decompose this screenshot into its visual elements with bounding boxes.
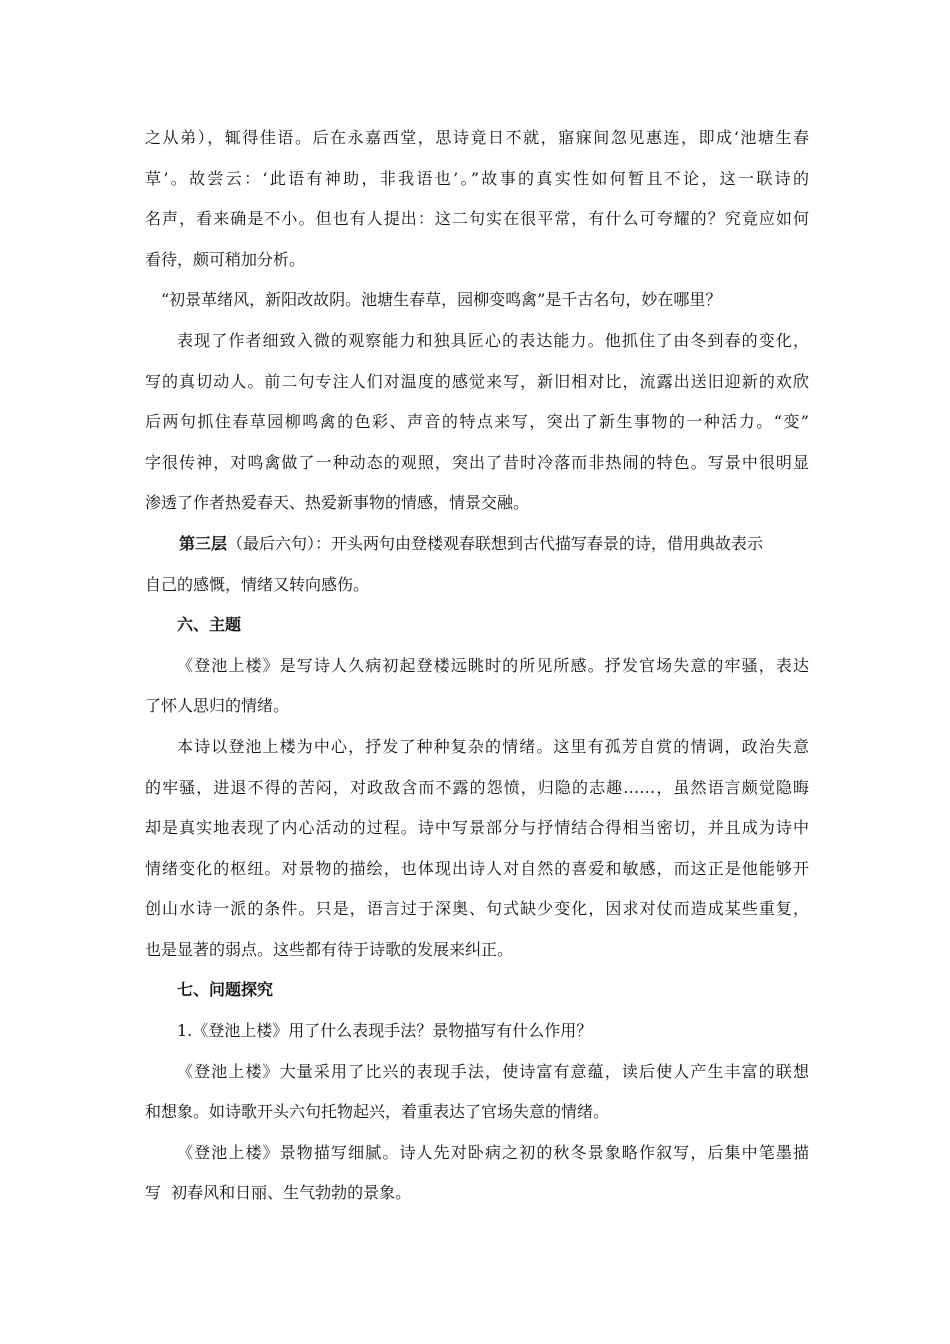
text-line: 写 初春风和日丽、生气勃勃的景象。	[145, 1183, 412, 1203]
text-line: 《登池上楼》大量采用了比兴的表现手法，使诗富有意蕴，读后使人产生丰富的联想	[177, 1061, 809, 1081]
text-line: 写的真切动人。前二句专注人们对温度的感觉来写，新旧相对比，流露出送旧迎新的欢欣	[145, 371, 809, 391]
text-line: 的牢骚，进退不得的苦闷，对政敌含而不露的怨愤，归隐的志趣……，虽然语言颇觉隐晦	[145, 777, 809, 797]
text-line: 和想象。如诗歌开头六句托物起兴，着重表达了官场失意的情绪。	[145, 1102, 610, 1122]
text-line: 自己的感慨，情绪又转向感伤。	[145, 574, 370, 594]
text-line: “初景革绪风，新阳改故阴。池塘生春草，园柳变鸣禽”是千古名句，妙在哪里？	[161, 290, 722, 310]
text-line: 后两句抓住春草园柳鸣禽的色彩、声音的特点来写，突出了新生事物的一种活力。“变”	[145, 412, 809, 432]
section-heading-theme: 六、主题	[177, 615, 242, 635]
layer3-paragraph	[145, 524, 809, 565]
document-body	[145, 118, 809, 1214]
question-line: 1.《登池上楼》用了什么表现手法？景物描写有什么作用？	[177, 1021, 593, 1041]
text-line: 《登池上楼》是写诗人久病初起登楼远眺时的所见所感。抒发官场失意的牢骚，表达	[177, 655, 809, 675]
text-line: 《登池上楼》景物描写细腻。诗人先对卧病之初的秋冬景象略作叙写，后集中笔墨描	[177, 1142, 809, 1162]
text-line: 也是显著的弱点。这些都有待于诗歌的发展来纠正。	[145, 939, 514, 959]
text-line: 却是真实地表现了内心活动的过程。诗中写景部分与抒情结合得相当密切，并且成为诗中	[145, 818, 809, 838]
text-line: 创山水诗一派的条件。只是，语言过于深奥、句式缺少变化，因求对仗而造成某些重复，	[145, 899, 809, 919]
text-line: 情绪变化的枢纽。对景物的描绘，也体现出诗人对自然的喜爱和敏感，而这正是他能够开	[145, 858, 809, 878]
section-heading-inquiry: 七、问题探究	[177, 980, 274, 1000]
text-line: 字很传神，对鸣禽做了一种动态的观照，突出了昔时冷落而非热闹的特色。写景中很明显	[145, 452, 809, 472]
text-line: 之从弟），辄得佳语。后在永嘉西堂，思诗竟日不就，寤寐间忽见惠连，即成‘池塘生春	[145, 128, 809, 147]
text-line: 草’。故尝云：‘此语有神助，非我语也’。”故事的真实性如何暂且不论，这一联诗的	[145, 168, 809, 188]
text-line: 本诗以登池上楼为中心，抒发了种种复杂的情绪。这里有孤芳自赏的情调，政治失意	[177, 736, 809, 756]
text-line: 渗透了作者热爱春天、热爱新事物的情感，情景交融。	[145, 493, 530, 513]
layer3-text: （最后六句）：开头两句由登楼观春联想到古代描写春景的诗，借用典故表示	[227, 533, 764, 553]
layer3-label: 第三层	[179, 533, 228, 553]
text-line: 表现了作者细致入微的观察能力和独具匠心的表达能力。他抓住了由冬到春的变化，	[177, 330, 809, 350]
text-line: 了怀人思归的情绪。	[145, 696, 290, 716]
text-line: 名声，看来确是不小。但也有人提出：这二句实在很平常，有什么可夸耀的？究竟应如何	[145, 209, 809, 229]
text-line: 看待，颇可稍加分析。	[145, 249, 306, 269]
